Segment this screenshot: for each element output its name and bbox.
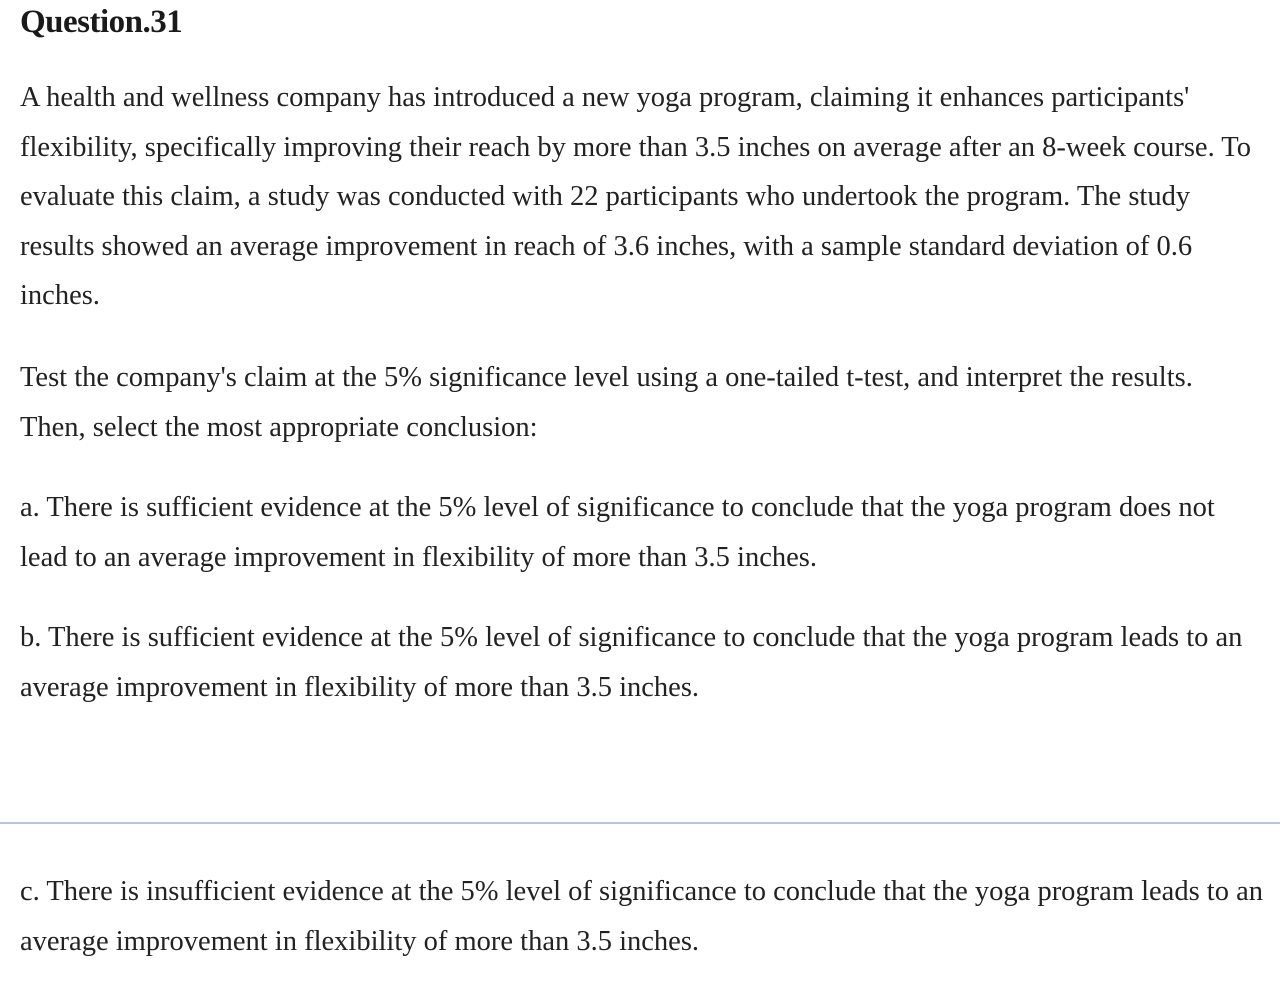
- section-divider: [0, 822, 1280, 824]
- answer-option-c[interactable]: c. There is insufficient evidence at the 5% level of significance to conclude that the yoga program leads to an average improvement in flexibility of more than 3.5 inches.: [20, 876, 1263, 957]
- question-intro-paragraph: A health and wellness company has introduced a new yoga program, claiming it enhances participants' flexibility, specifically improving their reach by more than 3.5 inches on average after an 8-week course. To evaluate this claim, a study was conducted with 22 participants who undertook the program. The study results showed an average improvement in reach of 3.6 inches, with a sample standard deviation of 0.6 inches.: [20, 82, 1251, 311]
- answer-option-a[interactable]: a. There is sufficient evidence at the 5% level of significance to conclude that the yoga program does not lead to an average improvement in flexibility of more than 3.5 inches.: [20, 492, 1215, 573]
- question-task-paragraph: Test the company's claim at the 5% significance level using a one-tailed t-test, and interpret the results. Then, select the most appropriate conclusion:: [20, 362, 1193, 443]
- question-title: Question.31: [20, 4, 183, 40]
- answer-option-b[interactable]: b. There is sufficient evidence at the 5% level of significance to conclude that the yoga program leads to an average improvement in flexibility of more than 3.5 inches.: [20, 622, 1243, 703]
